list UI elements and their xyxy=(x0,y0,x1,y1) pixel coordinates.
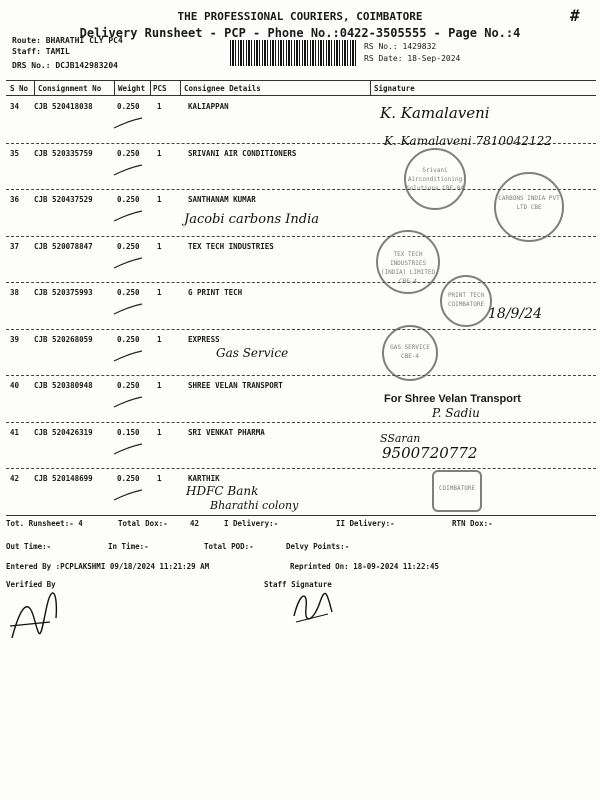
tick-mark-icon xyxy=(112,442,146,458)
reprinted-on: Reprinted On: 18-09-2024 11:22:45 xyxy=(290,562,440,571)
row-consignee: KARTHIK xyxy=(188,474,220,483)
col-divider xyxy=(370,80,371,95)
total-pod: Total POD:- xyxy=(204,542,254,551)
row-pcs: 1 xyxy=(157,102,162,111)
row-pcs: 1 xyxy=(157,334,162,344)
verified-signature-icon xyxy=(6,588,66,644)
row-consignment: CJB 520437529 xyxy=(34,195,93,204)
row-pcs: 1 xyxy=(157,474,162,483)
row-sno: 36 xyxy=(10,195,20,204)
col-divider xyxy=(150,80,151,95)
row-sno: 34 xyxy=(10,102,20,111)
i-delivery: I Delivery:- xyxy=(224,519,279,528)
entered-by: Entered By :PCPLAKSHMI 09/18/2024 11:21:29 AM xyxy=(6,562,210,571)
stamp-gas-service: GAS SERVICE CBE-4 xyxy=(382,325,438,381)
rs-no: RS No.: 1429832 xyxy=(364,42,437,51)
staff-signature-label: Staff Signature xyxy=(264,580,332,589)
signature-r35: K. Kamalaveni 7810042122 xyxy=(384,134,552,148)
row-sno: 35 xyxy=(10,148,20,158)
drs-label: DRS No.: DCJB142983204 xyxy=(12,61,118,70)
stamp-srivani: Srivani Airconditioning Solutions CBE-04 xyxy=(404,148,466,210)
row-consignee: KALIAPPAN xyxy=(188,102,229,111)
row-weight: 0.250 xyxy=(117,334,140,344)
in-time: In Time:- xyxy=(108,542,149,551)
row-weight: 0.250 xyxy=(117,474,140,483)
col-weight: Weight xyxy=(118,84,146,93)
tick-mark-icon xyxy=(112,302,146,318)
row-sno: 41 xyxy=(10,427,20,437)
rtn-dox: RTN Dox:- xyxy=(452,519,493,528)
tick-mark-icon xyxy=(112,349,146,365)
row-weight: 0.250 xyxy=(117,148,140,158)
row-weight: 0.250 xyxy=(117,381,140,390)
ii-delivery: II Delivery:- xyxy=(336,519,395,528)
stamp-carbons: CARBONS INDIA PVT LTD CBE xyxy=(494,172,564,242)
stamp-r42: COIMBATORE xyxy=(432,470,482,512)
runsheet-title: Delivery Runsheet - PCP - Phone No.:0422-3505555 - Page No.:4 xyxy=(79,26,521,40)
row-separator xyxy=(6,282,596,283)
row-sno: 38 xyxy=(10,288,20,297)
row-consignee: SANTHANAM KUMAR xyxy=(188,195,256,204)
row-consignment: CJB 520418038 xyxy=(34,102,93,111)
row-pcs: 1 xyxy=(157,241,162,251)
col-sno: S No xyxy=(10,84,29,93)
col-divider xyxy=(180,80,181,95)
phone-r41: 9500720772 xyxy=(382,444,478,462)
row-consignee: SRI VENKAT PHARMA xyxy=(188,427,265,437)
row-weight: 0.250 xyxy=(117,241,140,251)
row-pcs: 1 xyxy=(157,148,162,158)
row-weight: 0.250 xyxy=(117,288,140,297)
tick-mark-icon xyxy=(112,256,146,272)
date-r38: 18/9/24 xyxy=(488,306,542,322)
row-consignee: SRIVANI AIR CONDITIONERS xyxy=(188,148,297,158)
table-top-border xyxy=(6,80,596,81)
tick-mark-icon xyxy=(112,488,146,504)
row-pcs: 1 xyxy=(157,381,162,390)
stamp-textech: TEX TECH INDUSTRIES (INDIA) LIMITED CBE-4 xyxy=(376,230,440,294)
delvy-points: Delvy Points:- xyxy=(286,542,350,551)
row-sno: 40 xyxy=(10,381,20,390)
row-consignment: CJB 520148699 xyxy=(34,474,93,483)
total-dox-label: Total Dox:- xyxy=(118,519,168,528)
row-consignment: CJB 520335759 xyxy=(34,148,93,158)
row-separator xyxy=(6,468,596,469)
tick-mark-icon xyxy=(112,163,146,179)
note-r39: Gas Service xyxy=(216,346,289,360)
row-separator xyxy=(6,375,596,376)
route-label: Route: BHARATHI CLY PC4 xyxy=(12,36,123,45)
out-time: Out Time:- xyxy=(6,542,52,551)
col-divider xyxy=(114,80,115,95)
tot-runsheet: Tot. Runsheet:- 4 xyxy=(6,519,83,528)
row-pcs: 1 xyxy=(157,288,162,297)
note-r36: Jacobi carbons India xyxy=(184,212,319,227)
row-consignment: CJB 520426319 xyxy=(34,427,93,437)
row-weight: 0.250 xyxy=(117,102,140,111)
staff-signature-icon xyxy=(288,586,338,626)
barcode xyxy=(230,40,358,66)
col-consignee: Consignee Details xyxy=(184,84,261,93)
staff-label: Staff: TAMIL xyxy=(12,47,70,56)
note-r42-bank: HDFC Bank xyxy=(186,484,259,498)
rs-date: RS Date: 18-Sep-2024 xyxy=(364,54,461,63)
row-weight: 0.150 xyxy=(117,427,140,437)
row-consignee: TEX TECH INDUSTRIES xyxy=(188,241,274,251)
row-consignment: CJB 520380948 xyxy=(34,381,93,390)
stamp-printtech: PRINT TECH COIMBATORE xyxy=(440,275,492,327)
note-r42-colony: Bharathi colony xyxy=(210,499,299,512)
row-pcs: 1 xyxy=(157,427,162,437)
row-pcs: 1 xyxy=(157,195,162,204)
totals-border xyxy=(6,515,596,516)
row-consignee: G PRINT TECH xyxy=(188,288,243,297)
row-sno: 42 xyxy=(10,474,20,483)
hash-mark: # xyxy=(570,6,580,25)
row-consignment: CJB 520375993 xyxy=(34,288,93,297)
row-consignment: CJB 520268059 xyxy=(34,334,93,344)
row-separator xyxy=(6,422,596,423)
col-consignment: Consignment No xyxy=(38,84,102,93)
total-dox-value: 42 xyxy=(190,519,200,528)
row-weight: 0.250 xyxy=(117,195,140,204)
tick-mark-icon xyxy=(112,116,146,132)
row-consignee: EXPRESS xyxy=(188,334,220,344)
row-sno: 39 xyxy=(10,334,20,344)
signature-r40: P. Sadiu xyxy=(432,406,480,420)
company-name: THE PROFESSIONAL COURIERS, COIMBATORE xyxy=(177,10,423,23)
tick-mark-icon xyxy=(112,395,146,411)
row-separator xyxy=(6,236,596,237)
tick-mark-icon xyxy=(112,209,146,225)
row-consignee: SHREE VELAN TRANSPORT xyxy=(188,381,283,390)
signature-r41: SSaran xyxy=(380,432,421,445)
col-divider xyxy=(34,80,35,95)
table-header-border xyxy=(6,95,596,96)
col-pcs: PCS xyxy=(153,84,167,93)
print-r40: For Shree Velan Transport xyxy=(384,393,521,405)
col-signature: Signature xyxy=(374,84,415,93)
signature-r34: K. Kamalaveni xyxy=(380,104,490,122)
row-sno: 37 xyxy=(10,241,20,251)
row-separator xyxy=(6,329,596,330)
verified-by: Verified By xyxy=(6,580,56,589)
row-consignment: CJB 520078847 xyxy=(34,241,93,251)
